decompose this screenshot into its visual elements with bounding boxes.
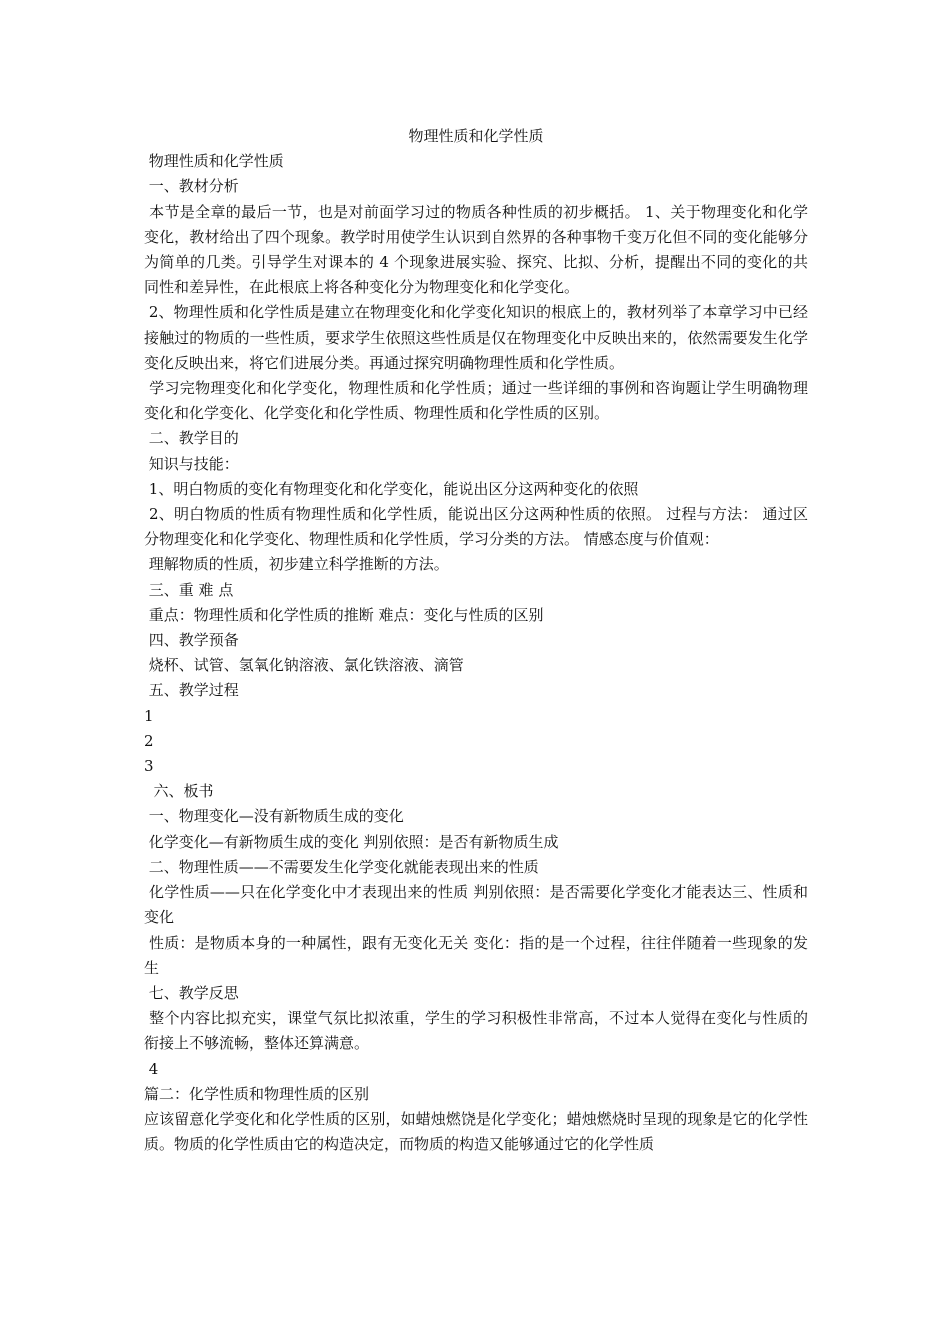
paragraph: 二、物理性质——不需要发生化学变化就能表现出来的性质	[144, 857, 539, 876]
paragraph: 理解物质的性质，初步建立科学推断的方法。	[144, 555, 449, 574]
paragraph: 1、明白物质的变化有物理变化和化学变化，能说出区分这两种变化的依照	[144, 479, 639, 498]
paragraph: 2、明白物质的性质有物理性质和化学性质，能说出区分这两种性质的依照。 过程与方法： 通过区分物理变化和化学变化、物理性质和化学性质，学习分类的方法。 情感态度与价值观：	[144, 505, 808, 549]
paragraph: 六、板书	[144, 782, 214, 801]
paragraph: 二、教学目的	[144, 429, 239, 448]
paragraph: 烧杯、试管、氢氧化钠溶液、氯化铁溶液、滴管	[144, 656, 464, 675]
paragraph: 性质：是物质本身的一种属性，跟有无变化无关 变化：指的是一个过程，往往伴随着一些现象的发生	[144, 933, 808, 977]
paragraph: 一、物理变化—没有新物质生成的变化	[144, 807, 404, 826]
paragraph: 化学变化—有新物质生成的变化 判别依照：是否有新物质生成	[144, 832, 559, 851]
paragraph: 化学性质——只在化学变化中才表现出来的性质 判别依照：是否需要化学变化才能表达三、性质和变化	[144, 883, 808, 927]
paragraph: 重点：物理性质和化学性质的推断 难点：变化与性质的区别	[144, 605, 544, 624]
paragraph: 篇二：化学性质和物理性质的区别	[144, 1084, 370, 1103]
paragraph: 1	[144, 706, 154, 725]
paragraph: 三、重 难 点	[144, 580, 234, 599]
paragraph: 本节是全章的最后一节，也是对前面学习过的物质各种性质的初步概括。 1、关于物理变化和化学变化，教材给出了四个现象。教学时用使学生认识到自然界的各种事物千变万化但不同的变化能够分为简单的几类。引导学生对课本的 4 个现象进展实验、探究、比拟、分析，提醒出不同的变化的共同性和差异性，在此根底上将各种变化分为物理变化和化学变化。	[144, 202, 808, 297]
paragraph: 七、教学反思	[144, 983, 239, 1002]
paragraph: 物理性质和化学性质	[144, 152, 284, 171]
paragraph: 4	[144, 1059, 159, 1078]
paragraph: 2	[144, 731, 154, 750]
paragraph: 学习完物理变化和化学变化，物理性质和化学性质；通过一些详细的事例和咨询题让学生明确物理变化和化学变化、化学变化和化学性质、物理性质和化学性质的区别。	[144, 379, 808, 423]
paragraph: 2、物理性质和化学性质是建立在物理变化和化学变化知识的根底上的，教材列举了本章学习中已经接触过的物质的一些性质，要求学生依照这些性质是仅在物理变化中反映出来的，依然需要发生化学变化反映出来，将它们进展分类。再通过探究明确物理性质和化学性质。	[144, 303, 808, 372]
paragraph: 知识与技能：	[144, 454, 239, 473]
paragraph: 五、教学过程	[144, 681, 239, 700]
document-body	[144, 124, 808, 1157]
paragraph: 整个内容比拟充实，课堂气氛比拟浓重，学生的学习积极性非常高，不过本人觉得在变化与性质的衔接上不够流畅，整体还算满意。	[144, 1009, 808, 1053]
paragraph: 应该留意化学变化和化学性质的区别，如蜡烛燃饶是化学变化；蜡烛燃烧时呈现的现象是它的化学性质。物质的化学性质由它的构造决定，而物质的构造又能够通过它的化学性质	[144, 1109, 808, 1154]
paragraph: 一、教材分析	[144, 177, 239, 196]
paragraph: 四、教学预备	[144, 631, 239, 650]
paragraph-list	[144, 149, 808, 1157]
paragraph: 3	[144, 757, 154, 776]
page-title: 物理性质和化学性质	[408, 127, 544, 145]
